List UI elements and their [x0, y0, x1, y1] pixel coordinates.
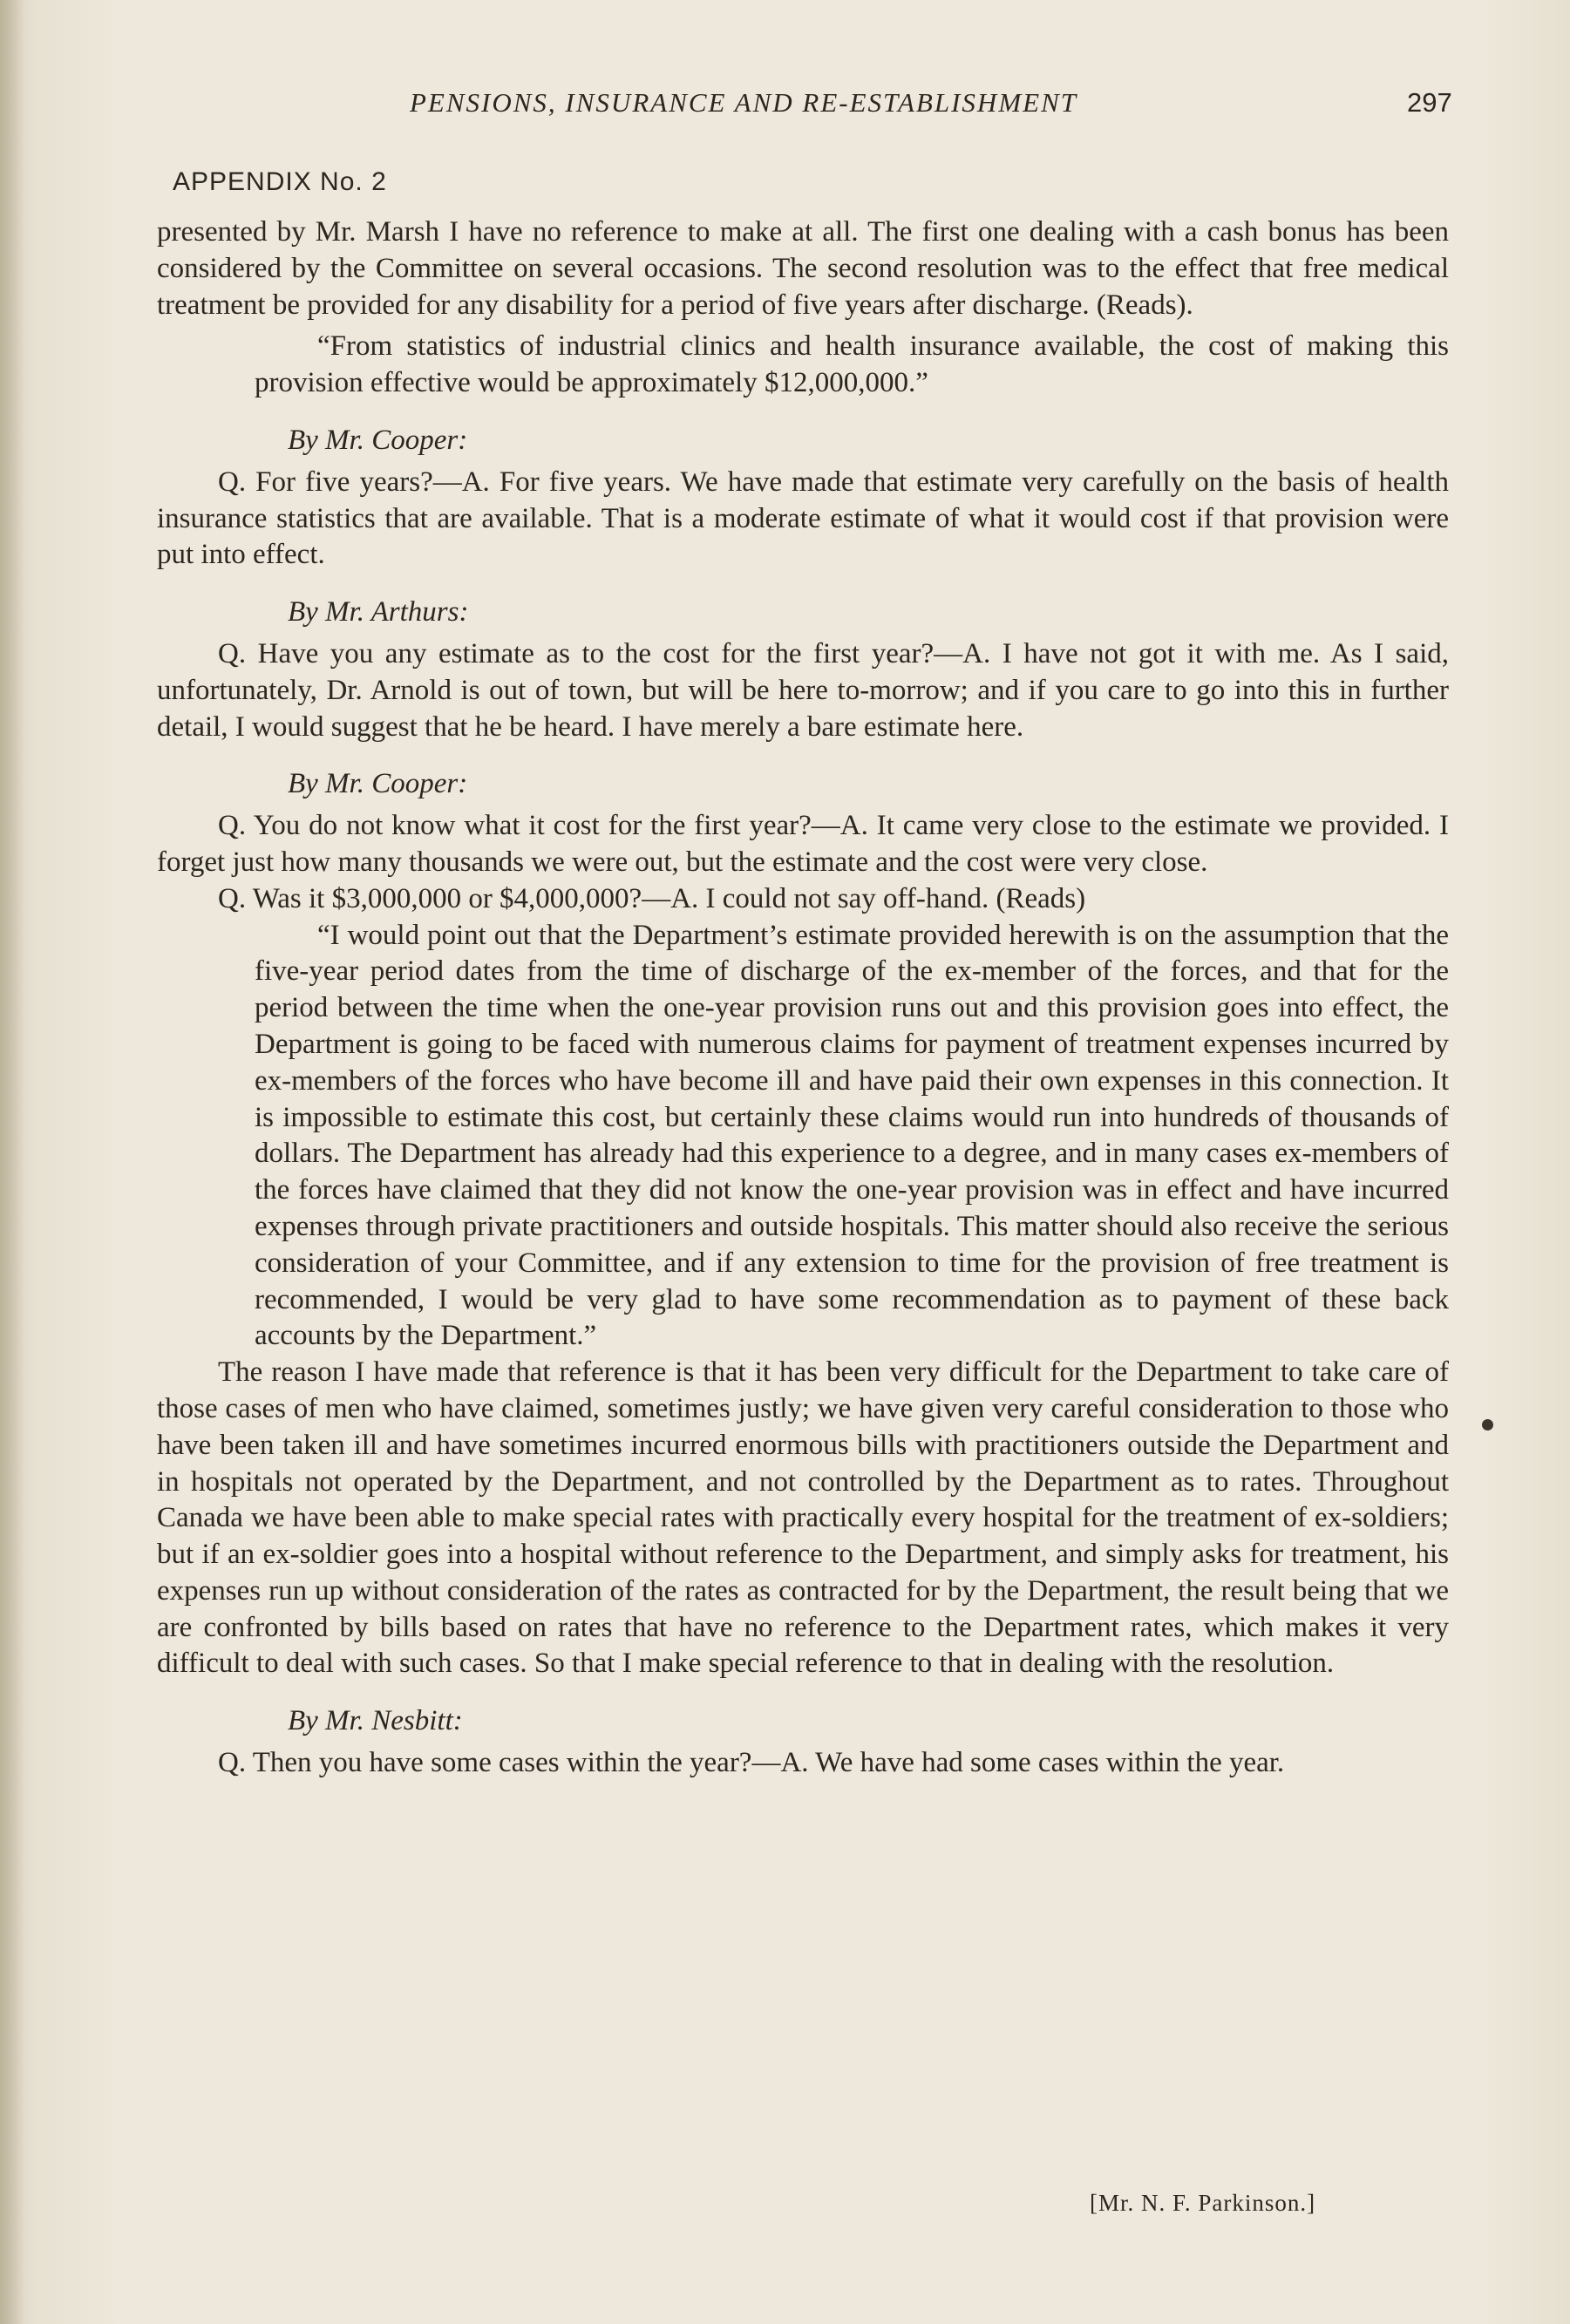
speaker-byline: By Mr. Nesbitt: [288, 1705, 463, 1737]
question-answer: Q. You do not know what it cost for the first year?—A. It came very close to the estimate we provided. I forget just how many thousands we were out, but the estimate and the cost were very close. [157, 810, 1449, 878]
paragraph-continuation: presented by Mr. Marsh I have no reference to make at all. The first one dealing with a cash bonus has been considered by the Committee on several occasions. The second resolution was to the effect that free medical treatment be provided for any disability for a period of five years after discharge. (Reads). [157, 216, 1449, 321]
question-answer: Q. Have you any estimate as to the cost for the first year?—A. I have not got it with me. As I said, unfortunately, Dr. Arnold is out of town, but will be here to-morrow; and if you care to go into this in further detail, I would suggest that he be heard. I have merely a bare estimate here. [157, 637, 1449, 743]
block-quote: “I would point out that the Department’s estimate provided herewith is on the assumption that the five-year period dates from the time of discharge of the ex-member of the forces, and that for the period between the time when the one-year provision runs out and this provision goes into effect, the Department is going to be faced with numerous claims for payment of treatment expenses incurred by ex-members of the forces who have become ill and have paid their own expenses in this connection. It is impossible to estimate this cost, but certainly these claims would run into hundreds of thousands of dollars. The Department has already had this experience to a degree, and in many cases ex-members of the forces have claimed that they did not know the one-year provision was in effect and have incurred expenses through private practitioners and outside hospitals. This matter should also receive the serious consideration of your Committee, and if any extension to time for the provision of free treatment is recommended, I would be very glad to have some recommendation as to payment of these back accounts by the Department.” [255, 919, 1449, 1352]
question-answer: Q. For five years?—A. For five years. We have made that estimate very carefully on the basis of health insurance statistics that are available. That is a moderate estimate of what it would cost if that provision were put into effect. [157, 465, 1449, 571]
ink-spot [1482, 1419, 1493, 1430]
speaker-byline: By Mr. Arthurs: [288, 596, 469, 629]
paragraph: The reason I have made that reference is that it has been very difficult for the Department to take care of those cases of men who have claimed, sometimes justly; we have given very careful consideration to those who have been taken ill and have sometimes incurred enormous bills with practitioners outside the Department and in hospitals not operated by the Department, and not controlled by the Department as to rates. Throughout Canada we have been able to make special rates with practically every hospital for the treatment of ex-soldiers; but if an ex-soldier goes into a hospital without reference to the Department, and simply asks for treatment, his expenses run up without consideration of the rates as contracted for by the Department, the result being that we are confronted by bills based on rates that have no reference to the Department rates, which makes it very difficult to deal with such cases. So that I make special reference to that in dealing with the resolution. [157, 1356, 1449, 1680]
appendix-label: APPENDIX No. 2 [173, 167, 387, 196]
question-answer: Q. Was it $3,000,000 or $4,000,000?—A. I could not say off-hand. (Reads) [218, 882, 1086, 914]
question-answer: Q. Then you have some cases within the year?—A. We have had some cases within the year. [218, 1747, 1285, 1779]
page-number: 297 [1407, 87, 1452, 118]
footer-attribution: [Mr. N. F. Parkinson.] [1090, 2190, 1316, 2216]
speaker-byline: By Mr. Cooper: [288, 424, 468, 456]
speaker-byline: By Mr. Cooper: [288, 768, 468, 800]
block-quote: “From statistics of industrial clinics and health insurance available, the cost of making this provision effective would be approximately $12,000,000.” [255, 330, 1449, 399]
running-title: PENSIONS, INSURANCE AND RE-ESTABLISHMENT [410, 87, 1077, 118]
body-text [157, 214, 1449, 1782]
binding-gutter-shadow [0, 0, 24, 2324]
